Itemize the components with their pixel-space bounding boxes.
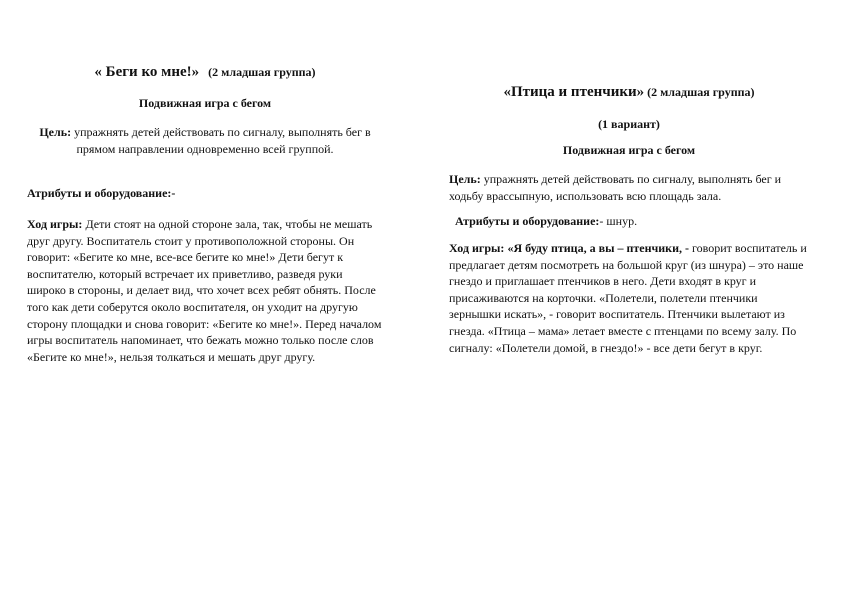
game2-course-bold: «Я буду птица, а вы – птенчики, -: [504, 241, 690, 255]
game2-attributes: [455, 213, 809, 230]
game1-title: [27, 64, 383, 81]
game2-course-text: говорит воспитатель и предлагает детям посмотреть на большой круг (из шнура) – это наше гнездо и приглашает птенчиков в него. Дети входят в круг и присаживаются на корточки. «Полетели, полетели птенчики зернышки искать», - говорит воспитатель. Птенчики вылетают из гнезда. «Птица – мама» летает вместе с птенцами по всему залу. По сигналу: «Полетели домой, в гнездо!» - все дети бегут в круг.: [449, 241, 807, 355]
game2-title-main: «Птица и птенчики»: [503, 84, 645, 100]
game2-course: [449, 240, 809, 356]
game2-attributes-text: - шнур.: [599, 214, 638, 228]
game2-title-group: (2 младшая группа): [647, 85, 755, 99]
game1-goal-text: упражнять детей действовать по сигналу, выполнять бег в прямом направлении одновременно всей группой.: [71, 125, 371, 156]
game1-goal-label: Цель:: [39, 125, 72, 139]
game1-course-text: Дети стоят на одной стороне зала, так, чтобы не мешать друг другу. Воспитатель стоит у противоположной стороны. Он говорит: «Бегите ко мне, все-все бегите ко мне!» Дети бегут к воспитателю, который встречает их приветливо, разведя руки широко в стороны, и делает вид, что хочет всех ребят обнять. После того как дети соберутся около воспитателя, он уходит на другую сторону площадки и снова говорит: «Бегите ко мне!». Перед началом игры воспитатель напоминает, что бежать можно только после слов «Бегите ко мне!», нельзя толкаться и мешать друг другу.: [27, 217, 382, 364]
game1-title-main: « Беги ко мне!»: [94, 64, 200, 80]
game1-title-group: (2 младшая группа): [208, 65, 316, 79]
game1-course: [27, 216, 383, 365]
game1-attributes: Атрибуты и оборудование:-: [27, 186, 176, 200]
game2-course-label: Ход игры:: [449, 241, 505, 255]
game1-subtitle: Подвижная игра с бегом: [138, 96, 272, 110]
game2-goal: [449, 171, 809, 204]
game2-goal-label: Цель:: [449, 172, 481, 186]
game2-variant: (1 вариант): [598, 117, 660, 131]
game1-course-label: Ход игры:: [27, 217, 83, 231]
game1-goal: [27, 124, 383, 157]
game2-attributes-label: Атрибуты и оборудование:: [455, 214, 600, 228]
game2-goal-text: упражнять детей действовать по сигналу, выполнять бег и ходьбу врассыпную, использовать всю площадь зала.: [449, 172, 782, 203]
game2-title: [449, 84, 809, 101]
game2-subtitle: Подвижная игра с бегом: [562, 143, 696, 157]
